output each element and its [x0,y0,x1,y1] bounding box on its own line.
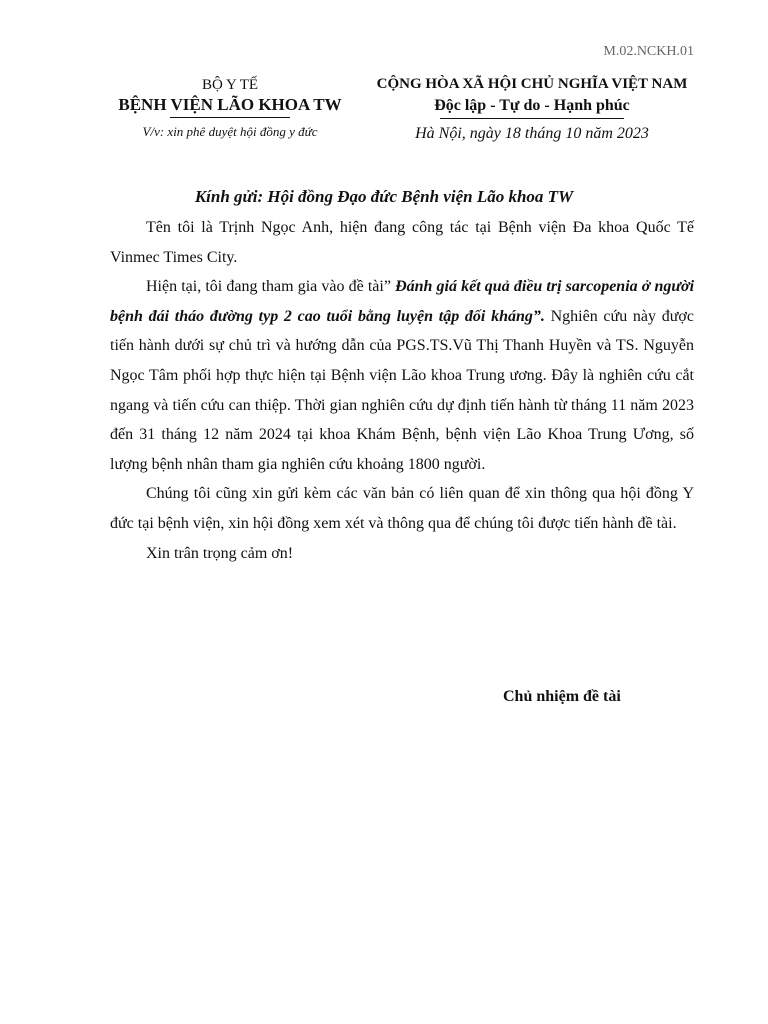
header-right [350,73,714,143]
form-code: M.02.NCKH.01 [603,44,694,59]
national-title: CỘNG HÒA XÃ HỘI CHỦ NGHĨA VIỆT NAM [376,76,688,92]
place-date: Hà Nội, ngày 18 tháng 10 năm 2023 [415,125,649,142]
header-right-underline [440,118,624,119]
hospital-name: BỆNH VIỆN LÃO KHOA TW [118,95,342,114]
ministry-name: BỘ Y TẾ [201,77,259,93]
paragraph-request: Chúng tôi cũng xin gửi kèm các văn bản có liên quan để xin thông qua hội đồng Y đức tại bệnh viện, xin hội đồng xem xét và thông qua để chúng tôi được tiến hành đề tài. [110,485,694,532]
study-details: Nghiên cứu này được tiến hành dưới sự chủ trì và hướng dẫn của PGS.TS.Vũ Thị Thanh Huyền và TS. Nguyễn Ngọc Tâm phối hợp thực hiện tại Bệnh viện Lão khoa Trung ương. Đây là nghiên cứu cắt ngang và tiến cứu can thiệp. Thời gian nghiên cứu dự định tiến hành từ tháng 11 năm 2023 đến 31 tháng 12 năm 2024 tại khoa Khám Bệnh, bệnh viện Lão Khoa Trung Ương, số lượng bệnh nhân tham gia nghiên cứu khoảng 1800 người. [110,307,694,473]
header-left [90,76,370,140]
header-left-underline [170,117,290,118]
recipient-line: Kính gửi: Hội đồng Đạo đức Bệnh viện Lão khoa TW [194,187,574,206]
subject-line: V/v: xin phê duyệt hội đồng y đức [142,124,318,139]
study-intro: Hiện tại, tôi đang tham gia vào đề tài” [146,278,391,296]
national-motto: Độc lập - Tự do - Hạnh phúc [434,97,630,114]
study-title: Đánh giá kết quả điều trị sarcopenia ở người bệnh đái tháo đường typ 2 cao tuổi bằng luyện tập đối kháng”. [110,278,695,325]
letter-body [110,213,694,568]
signer-title: Chủ nhiệm đề tài [503,688,621,705]
paragraph-introduction: Tên tôi là Trịnh Ngọc Anh, hiện đang công tác tại Bệnh viện Đa khoa Quốc Tế Vinmec Times City. [110,219,694,266]
paragraph-study [110,272,694,479]
paragraph-thanks: Xin trân trọng cảm ơn! [146,544,294,562]
